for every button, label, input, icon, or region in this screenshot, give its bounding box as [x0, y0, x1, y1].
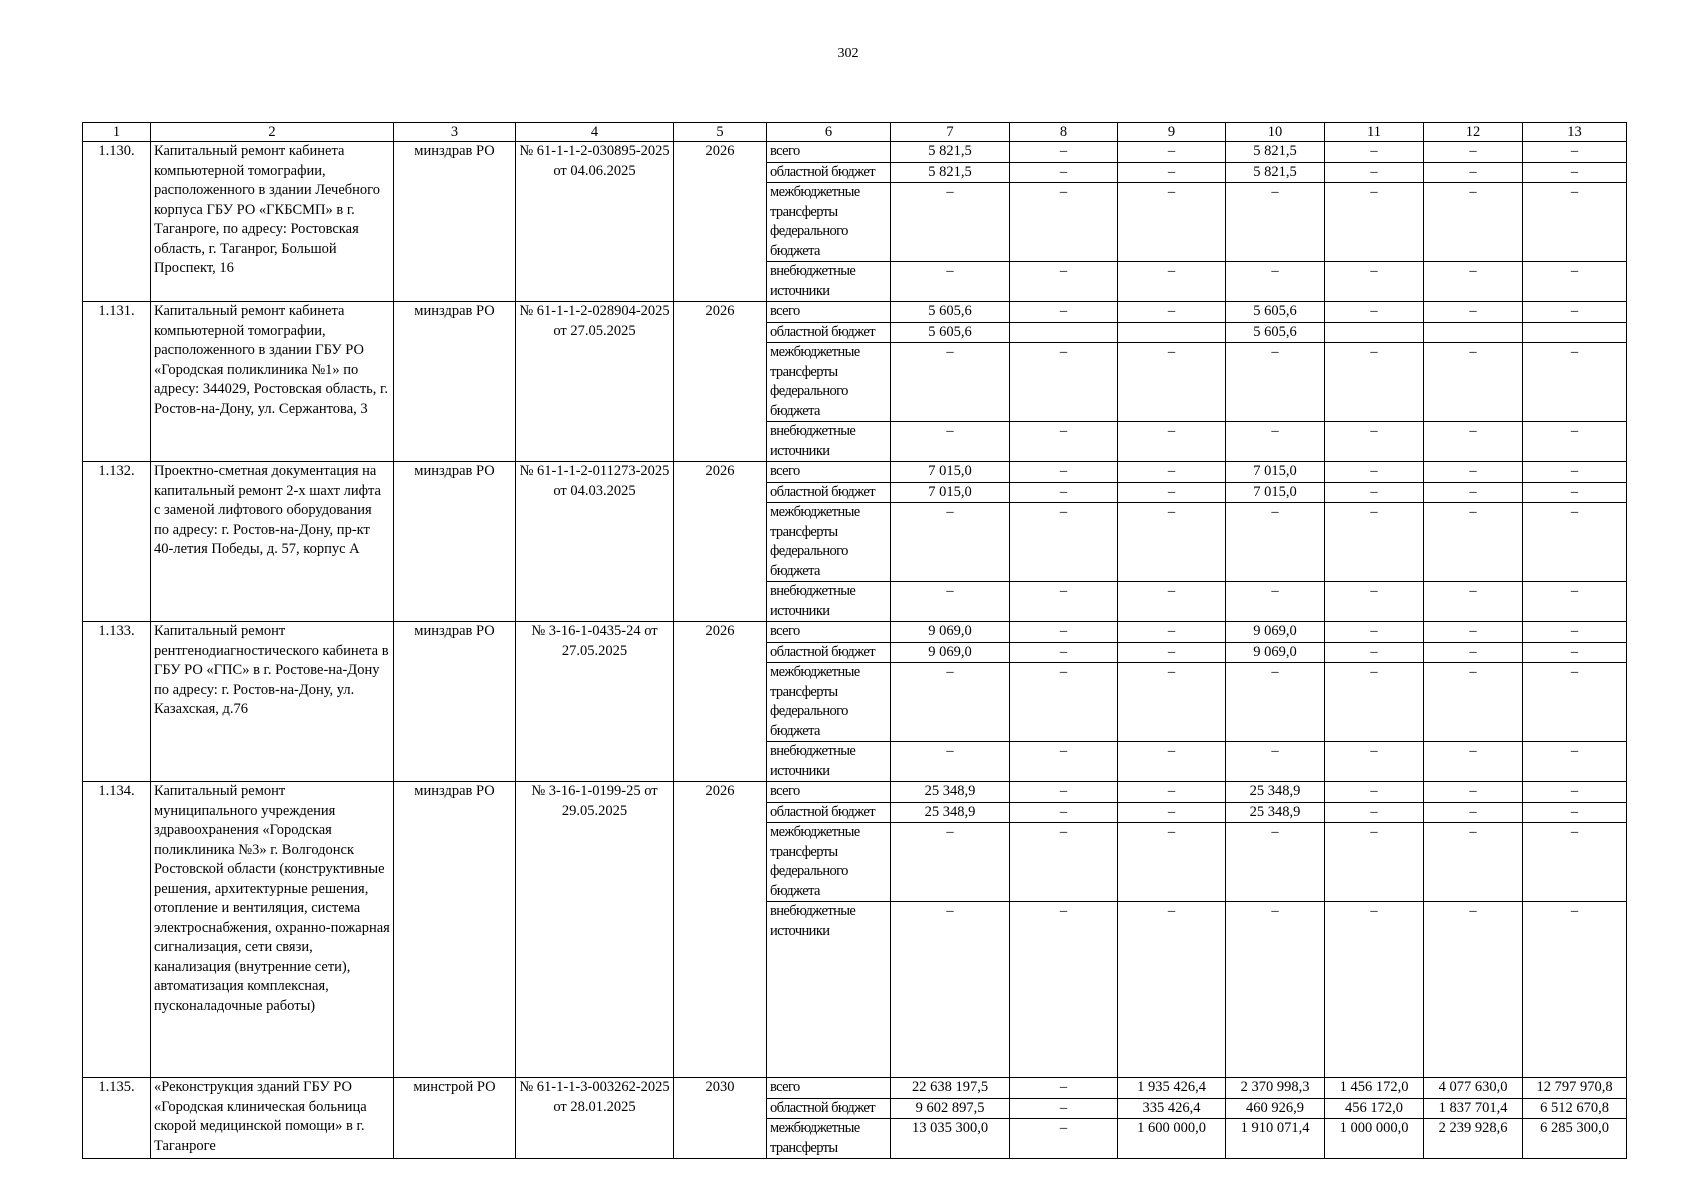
table-row [83, 622, 1627, 643]
value-cell: – [1325, 622, 1424, 643]
value-cell: 7 015,0 [1226, 462, 1325, 483]
value-cell: 9 069,0 [1226, 622, 1325, 643]
value-cell: – [1010, 142, 1118, 163]
value-cell: – [1523, 302, 1627, 323]
value-cell: – [1118, 742, 1226, 782]
value-cell: – [1010, 1119, 1118, 1159]
value-cell: – [1118, 902, 1226, 1078]
header-cell: 7 [891, 123, 1010, 142]
entry-document: № 3-16-1-0199-25 от 29.05.2025 [516, 782, 674, 1078]
entry-executor: минздрав РО [394, 782, 516, 1078]
value-cell: – [891, 582, 1010, 622]
entry-executor: минздрав РО [394, 302, 516, 462]
value-cell: – [1010, 582, 1118, 622]
value-cell: – [1010, 802, 1118, 823]
value-cell: – [1010, 1078, 1118, 1099]
value-cell: – [1325, 642, 1424, 663]
value-cell: – [1325, 782, 1424, 803]
value-cell: – [1226, 422, 1325, 462]
value-cell: 12 797 970,8 [1523, 1078, 1627, 1099]
header-cell: 8 [1010, 123, 1118, 142]
value-cell: – [1118, 782, 1226, 803]
value-cell: – [1424, 302, 1523, 323]
funding-source-label: областной бюджет [767, 322, 891, 343]
value-cell: – [1118, 823, 1226, 902]
table-header-row [83, 123, 1627, 142]
value-cell: 1 910 071,4 [1226, 1119, 1325, 1159]
value-cell: – [1226, 902, 1325, 1078]
value-cell: – [1325, 503, 1424, 582]
value-cell: – [1010, 663, 1118, 742]
value-cell: – [1325, 802, 1424, 823]
entry-number: 1.132. [83, 462, 151, 622]
entry-number: 1.134. [83, 782, 151, 1078]
value-cell: – [1226, 343, 1325, 422]
value-cell: – [1424, 622, 1523, 643]
value-cell: – [1226, 503, 1325, 582]
entry-year: 2026 [674, 302, 767, 462]
value-cell: 6 285 300,0 [1523, 1119, 1627, 1159]
value-cell [1523, 322, 1627, 343]
value-cell: – [1424, 663, 1523, 742]
value-cell: – [1424, 782, 1523, 803]
value-cell: – [891, 343, 1010, 422]
value-cell: – [891, 422, 1010, 462]
value-cell: 2 239 928,6 [1424, 1119, 1523, 1159]
value-cell: – [1118, 802, 1226, 823]
funding-source-label: внебюджетные источники [767, 902, 891, 1078]
value-cell: 5 821,5 [1226, 162, 1325, 183]
value-cell: – [1424, 142, 1523, 163]
header-cell: 6 [767, 123, 891, 142]
header-cell: 3 [394, 123, 516, 142]
value-cell: – [1424, 823, 1523, 902]
value-cell: – [1523, 802, 1627, 823]
table-row [83, 1078, 1627, 1099]
value-cell: 25 348,9 [891, 782, 1010, 803]
value-cell: – [1523, 482, 1627, 503]
header-cell: 11 [1325, 123, 1424, 142]
table-row [83, 142, 1627, 163]
value-cell: – [1325, 262, 1424, 302]
value-cell: 1 000 000,0 [1325, 1119, 1424, 1159]
value-cell: – [1118, 582, 1226, 622]
funding-source-label: всего [767, 142, 891, 163]
value-cell: – [1523, 663, 1627, 742]
header-cell: 10 [1226, 123, 1325, 142]
entry-name: Капитальный ремонт кабинета компьютерной томографии, расположенного в здании Лечебного корпуса ГБУ РО «ГКБСМП» в г. Таганроге, по адресу: Ростовская область, г. Таганрог, Большой Проспект, 16 [151, 142, 394, 302]
funding-source-label: межбюджетные трансферты [767, 1119, 891, 1159]
page-number: 302 [837, 46, 859, 61]
value-cell: – [1523, 462, 1627, 483]
entry-year: 2026 [674, 462, 767, 622]
value-cell [1325, 322, 1424, 343]
value-cell: – [1325, 823, 1424, 902]
value-cell: 22 638 197,5 [891, 1078, 1010, 1099]
funding-source-label: внебюджетные источники [767, 422, 891, 462]
entry-document: № 61-1-1-3-003262-2025 от 28.01.2025 [516, 1078, 674, 1159]
value-cell: – [1010, 262, 1118, 302]
entry-executor: минздрав РО [394, 462, 516, 622]
value-cell: – [1010, 902, 1118, 1078]
funding-source-label: межбюджетные трансферты федерального бюджета [767, 183, 891, 262]
funding-source-label: межбюджетные трансферты федерального бюджета [767, 503, 891, 582]
value-cell: – [1226, 663, 1325, 742]
value-cell: 7 015,0 [891, 482, 1010, 503]
value-cell: 6 512 670,8 [1523, 1098, 1627, 1119]
funding-source-label: всего [767, 1078, 891, 1099]
value-cell: 25 348,9 [891, 802, 1010, 823]
value-cell: – [1424, 183, 1523, 262]
value-cell: – [1010, 503, 1118, 582]
value-cell: – [1424, 642, 1523, 663]
value-cell: – [1424, 162, 1523, 183]
value-cell: 335 426,4 [1118, 1098, 1226, 1119]
header-cell: 5 [674, 123, 767, 142]
value-cell: – [1010, 162, 1118, 183]
table-row [83, 462, 1627, 483]
entry-executor: минстрой РО [394, 1078, 516, 1159]
value-cell: – [1010, 823, 1118, 902]
entry-year: 2026 [674, 782, 767, 1078]
header-cell: 13 [1523, 123, 1627, 142]
value-cell: – [1424, 462, 1523, 483]
value-cell: 5 821,5 [891, 162, 1010, 183]
header-cell: 4 [516, 123, 674, 142]
funding-source-label: внебюджетные источники [767, 262, 891, 302]
value-cell: – [1118, 622, 1226, 643]
funding-source-label: всего [767, 782, 891, 803]
value-cell: 1 837 701,4 [1424, 1098, 1523, 1119]
value-cell: – [1523, 142, 1627, 163]
entry-document: № 61-1-1-2-028904-2025 от 27.05.2025 [516, 302, 674, 462]
value-cell: – [891, 823, 1010, 902]
entry-executor: минздрав РО [394, 142, 516, 302]
value-cell: – [1523, 343, 1627, 422]
value-cell: – [1010, 462, 1118, 483]
value-cell: – [1523, 782, 1627, 803]
funding-source-label: внебюджетные источники [767, 742, 891, 782]
value-cell [1010, 322, 1118, 343]
value-cell: – [1523, 183, 1627, 262]
value-cell: – [891, 183, 1010, 262]
value-cell: – [1010, 343, 1118, 422]
value-cell [1424, 322, 1523, 343]
value-cell: – [1325, 343, 1424, 422]
value-cell: – [1325, 742, 1424, 782]
entry-name: «Реконструкция зданий ГБУ РО «Городская клиническая больница скорой медицинской помощи» в г. Таганроге [151, 1078, 394, 1159]
value-cell: – [1523, 262, 1627, 302]
value-cell: – [1325, 422, 1424, 462]
entry-document: № 3-16-1-0435-24 от 27.05.2025 [516, 622, 674, 782]
entry-name: Капитальный ремонт рентгенодиагностического кабинета в ГБУ РО «ГПС» в г. Ростове-на-Дону по адресу: г. Ростов-на-Дону, ул. Казахская, д.76 [151, 622, 394, 782]
table-row [83, 782, 1627, 803]
header-cell: 2 [151, 123, 394, 142]
funding-source-label: областной бюджет [767, 802, 891, 823]
value-cell: – [1118, 482, 1226, 503]
value-cell: – [1424, 742, 1523, 782]
value-cell: – [1325, 902, 1424, 1078]
value-cell: – [1118, 183, 1226, 262]
entry-document: № 61-1-1-2-030895-2025 от 04.06.2025 [516, 142, 674, 302]
value-cell: – [891, 663, 1010, 742]
value-cell: – [1010, 642, 1118, 663]
value-cell: 5 605,6 [891, 302, 1010, 323]
funding-source-label: всего [767, 622, 891, 643]
value-cell: 7 015,0 [891, 462, 1010, 483]
value-cell: – [1118, 642, 1226, 663]
value-cell: – [1118, 302, 1226, 323]
value-cell: 7 015,0 [1226, 482, 1325, 503]
value-cell: – [1325, 582, 1424, 622]
value-cell: 1 456 172,0 [1325, 1078, 1424, 1099]
value-cell: 456 172,0 [1325, 1098, 1424, 1119]
value-cell: – [1010, 482, 1118, 503]
value-cell: – [1010, 183, 1118, 262]
value-cell: – [1523, 902, 1627, 1078]
value-cell: 5 821,5 [1226, 142, 1325, 163]
value-cell: – [1010, 742, 1118, 782]
entry-number: 1.135. [83, 1078, 151, 1159]
value-cell [1118, 322, 1226, 343]
funding-source-label: межбюджетные трансферты федерального бюджета [767, 343, 891, 422]
value-cell: – [1010, 1098, 1118, 1119]
value-cell: – [891, 262, 1010, 302]
value-cell: – [1118, 142, 1226, 163]
entry-year: 2026 [674, 622, 767, 782]
value-cell: 4 077 630,0 [1424, 1078, 1523, 1099]
funding-source-label: внебюджетные источники [767, 582, 891, 622]
value-cell: – [1424, 902, 1523, 1078]
value-cell: – [1010, 782, 1118, 803]
value-cell: – [1523, 742, 1627, 782]
value-cell: – [1118, 663, 1226, 742]
funding-source-label: межбюджетные трансферты федерального бюджета [767, 823, 891, 902]
value-cell: – [891, 503, 1010, 582]
entry-executor: минздрав РО [394, 622, 516, 782]
entry-name: Капитальный ремонт кабинета компьютерной томографии, расположенного в здании ГБУ РО «Городская поликлиника №1» по адресу: 344029, Ростовская область, г. Ростов-на-Дону, ул. Сержантова, 3 [151, 302, 394, 462]
value-cell: – [891, 902, 1010, 1078]
value-cell: 1 600 000,0 [1118, 1119, 1226, 1159]
value-cell: – [1424, 802, 1523, 823]
entry-number: 1.130. [83, 142, 151, 302]
entry-name: Проектно-сметная документация на капитальный ремонт 2-х шахт лифта с заменой лифтового оборудования по адресу: г. Ростов-на-Дону, пр-кт 40-летия Победы, д. 57, корпус А [151, 462, 394, 622]
value-cell: – [1424, 503, 1523, 582]
header-cell: 1 [83, 123, 151, 142]
value-cell: – [1325, 462, 1424, 483]
value-cell: – [1523, 823, 1627, 902]
budget-table [82, 122, 1627, 1159]
funding-source-label: областной бюджет [767, 482, 891, 503]
value-cell: – [1118, 162, 1226, 183]
value-cell: – [1118, 503, 1226, 582]
value-cell: – [1325, 162, 1424, 183]
funding-source-label: всего [767, 462, 891, 483]
value-cell: 13 035 300,0 [891, 1119, 1010, 1159]
value-cell: 5 605,6 [891, 322, 1010, 343]
funding-source-label: межбюджетные трансферты федерального бюджета [767, 663, 891, 742]
funding-source-label: областной бюджет [767, 1098, 891, 1119]
value-cell: 9 069,0 [891, 622, 1010, 643]
value-cell: – [1325, 663, 1424, 742]
funding-source-label: областной бюджет [767, 642, 891, 663]
value-cell: – [1226, 742, 1325, 782]
value-cell: – [1226, 582, 1325, 622]
value-cell: – [1424, 422, 1523, 462]
value-cell: 5 605,6 [1226, 322, 1325, 343]
value-cell: 9 602 897,5 [891, 1098, 1010, 1119]
value-cell: 2 370 998,3 [1226, 1078, 1325, 1099]
header-cell: 9 [1118, 123, 1226, 142]
value-cell: – [1325, 183, 1424, 262]
entry-number: 1.133. [83, 622, 151, 782]
entry-year: 2026 [674, 142, 767, 302]
value-cell: – [1523, 422, 1627, 462]
entry-name: Капитальный ремонт муниципального учреждения здравоохранения «Городская поликлиника №3» г. Волгодонск Ростовской области (конструктивные решения, архитектурные решения, отопление и вентиляция, система электроснабжения, охранно-пожарная сигнализация, сети связи, канализация (внутренние сети), автоматизация комплексная, пусконаладочные работы) [151, 782, 394, 1078]
value-cell: – [1424, 343, 1523, 422]
header-cell: 12 [1424, 123, 1523, 142]
value-cell: – [1325, 302, 1424, 323]
value-cell: – [1523, 622, 1627, 643]
value-cell: 9 069,0 [1226, 642, 1325, 663]
value-cell: – [1523, 642, 1627, 663]
value-cell: – [1226, 183, 1325, 262]
value-cell: – [1523, 503, 1627, 582]
value-cell: 25 348,9 [1226, 782, 1325, 803]
value-cell: 5 605,6 [1226, 302, 1325, 323]
value-cell: – [891, 742, 1010, 782]
funding-source-label: областной бюджет [767, 162, 891, 183]
value-cell: – [1226, 823, 1325, 902]
value-cell: 1 935 426,4 [1118, 1078, 1226, 1099]
value-cell: 25 348,9 [1226, 802, 1325, 823]
value-cell: – [1118, 462, 1226, 483]
value-cell: – [1118, 343, 1226, 422]
value-cell: – [1523, 162, 1627, 183]
funding-source-label: всего [767, 302, 891, 323]
value-cell: – [1010, 302, 1118, 323]
value-cell: – [1010, 622, 1118, 643]
value-cell: – [1325, 482, 1424, 503]
value-cell: – [1118, 422, 1226, 462]
entry-year: 2030 [674, 1078, 767, 1159]
value-cell: 9 069,0 [891, 642, 1010, 663]
value-cell: – [1325, 142, 1424, 163]
value-cell: – [1010, 422, 1118, 462]
value-cell: 5 821,5 [891, 142, 1010, 163]
value-cell: – [1424, 582, 1523, 622]
value-cell: – [1523, 582, 1627, 622]
value-cell: – [1424, 482, 1523, 503]
entry-number: 1.131. [83, 302, 151, 462]
value-cell: – [1118, 262, 1226, 302]
table-row [83, 302, 1627, 323]
entry-document: № 61-1-1-2-011273-2025 от 04.03.2025 [516, 462, 674, 622]
value-cell: – [1226, 262, 1325, 302]
value-cell: – [1424, 262, 1523, 302]
value-cell: 460 926,9 [1226, 1098, 1325, 1119]
